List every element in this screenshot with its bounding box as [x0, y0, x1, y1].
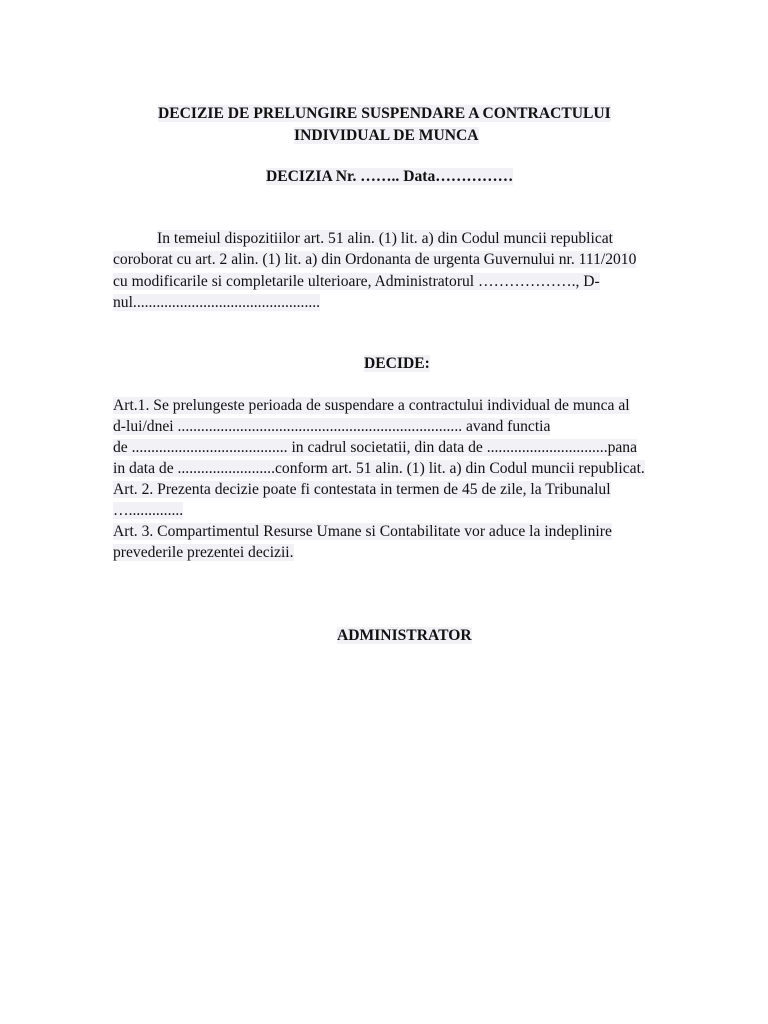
preamble-line-4-text: nul................................................	[113, 294, 321, 311]
signature-label-text: ADMINISTRATOR	[337, 627, 472, 644]
signature-label	[337, 626, 472, 646]
title-line-1	[158, 104, 611, 124]
art1-line-2-text: d-lui/dnei ......................................................................... avand functia	[113, 418, 551, 435]
art3-line-1	[113, 522, 612, 542]
art1-line-3	[113, 438, 637, 458]
decide-heading	[364, 354, 430, 374]
preamble-line-1	[157, 229, 613, 249]
title-line-1-text: DECIZIE DE PRELUNGIRE SUSPENDARE A CONTRACTULUI	[158, 105, 611, 122]
decision-number-text: DECIZIA Nr. …….. Data……………	[266, 168, 514, 185]
preamble-line-2	[113, 250, 636, 270]
preamble-line-1-text: In temeiul dispozitiilor art. 51 alin. (1) lit. a) din Codul muncii republicat	[157, 230, 614, 247]
art3-line-2	[113, 543, 294, 563]
art1-line-4-text: in data de .........................conform art. 51 alin. (1) lit. a) din Codul muncii republicat.	[113, 460, 645, 477]
art3-line-2-text: prevederile prezentei decizii.	[113, 544, 294, 561]
art1-line-2	[113, 417, 550, 437]
art3-line-1-text: Art. 3. Compartimentul Resurse Umane si Contabilitate vor aduce la indeplinire	[113, 523, 612, 540]
art1-line-1-text: Art.1. Se prelungeste perioada de suspendare a contractului individual de munca al	[113, 397, 630, 414]
title-line-2	[294, 126, 479, 146]
art1-line-1	[113, 396, 630, 416]
art2-line-2-text: …..............	[113, 502, 184, 519]
decision-number	[266, 167, 513, 187]
preamble-line-3-text: cu modificarile si completarile ulterioare, Administratorul ………………., D-	[113, 273, 600, 290]
preamble-line-3	[113, 272, 600, 292]
art2-line-1	[113, 480, 611, 500]
art2-line-1-text: Art. 2. Prezenta decizie poate fi contestata in termen de 45 de zile, la Tribunalul	[113, 481, 611, 498]
preamble-line-2-text: coroborat cu art. 2 alin. (1) lit. a) din Ordonanta de urgenta Guvernului nr. 111/2010	[113, 251, 637, 268]
art1-line-3-text: de ........................................ in cadrul societatii, din data de ...............................pana	[113, 439, 638, 456]
title-line-2-text: INDIVIDUAL DE MUNCA	[294, 127, 479, 144]
art1-line-4	[113, 459, 645, 479]
preamble-line-4	[113, 293, 320, 313]
decide-heading-text: DECIDE:	[364, 355, 430, 372]
art2-line-2	[113, 501, 183, 521]
